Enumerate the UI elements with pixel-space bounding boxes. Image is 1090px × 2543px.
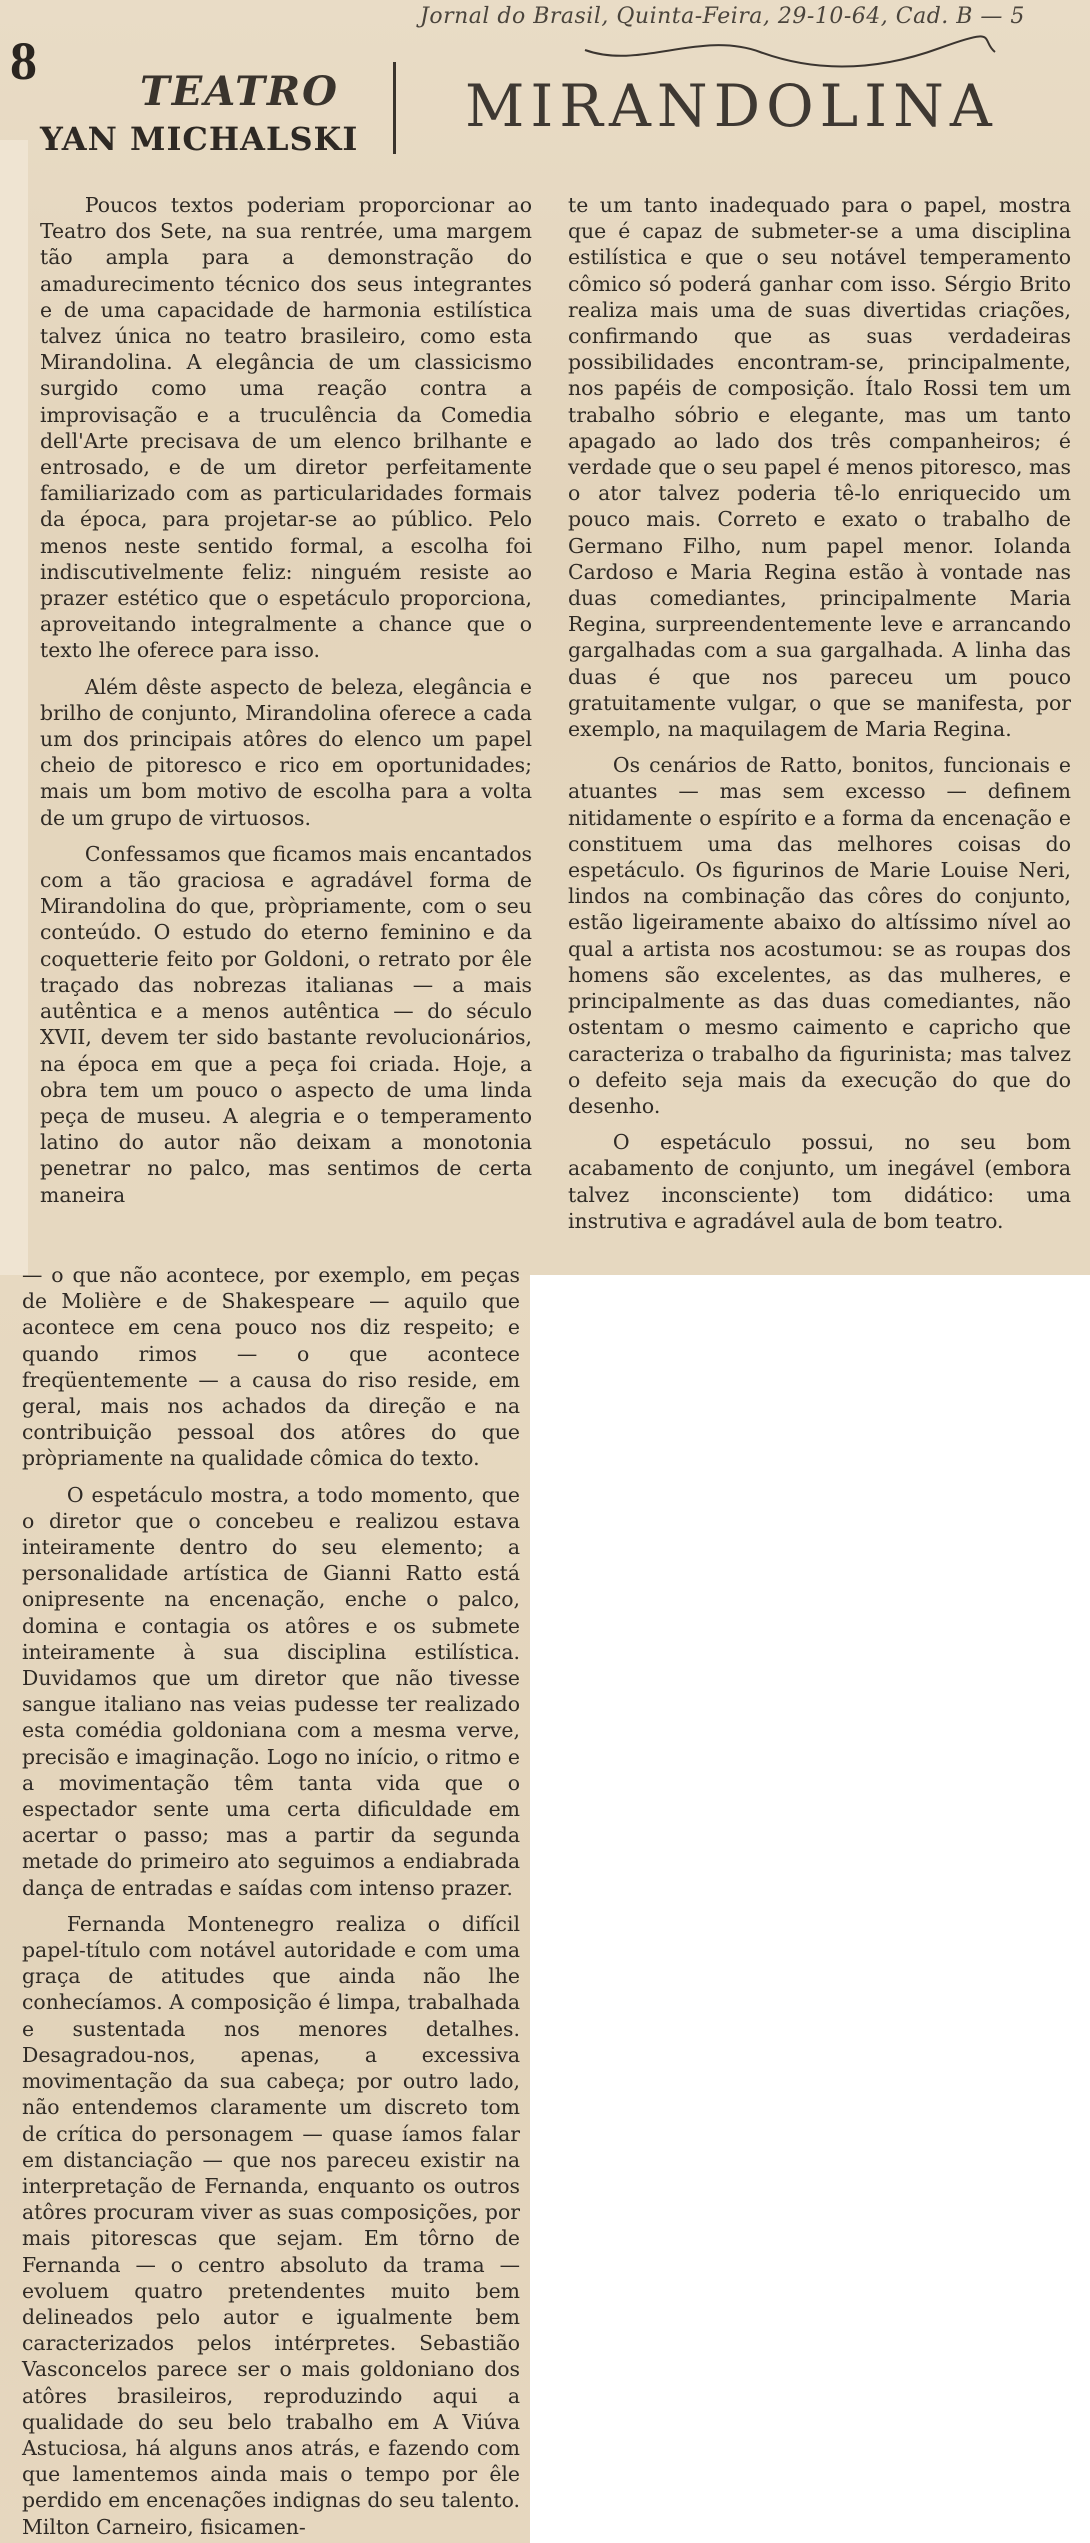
article-column-2 (568, 192, 1071, 1270)
paragraph: Além dêste aspecto de beleza, elegância e brilho de conjunto, Mirandolina oferece a cada um dos principais atôres do elenco um papel cheio de pitoresco e rico em oportunidades; mais um bom motivo de escolha para a volta de um grupo de virtuosos. (40, 674, 532, 830)
page-number: 8 (10, 31, 37, 91)
paragraph: O espetáculo mostra, a todo momento, que o diretor que o concebeu e realizou estava inteiramente dentro do seu elemento; a personalidade artística de Gianni Ratto está onipresente na encenação, enche o palco, domina e contagia os atôres e os submete inteiramente à sua disciplina estilística. Duvidamos que um diretor que não tivesse sangue italiano nas veias pudesse ter realizado esta comédia goldoniana com a mesma verve, precisão e imaginação. Logo no início, o ritmo e a movimentação têm tanta vida que o espectador sente uma certa dificuldade em acertar o passo; mas a partir da segunda metade do primeiro ato seguimos a endiabrada dança de entradas e saídas com intenso prazer. (22, 1482, 520, 1900)
paragraph: Poucos textos poderiam proporcionar ao Teatro dos Sete, na sua rentrée, uma margem tão ampla para a demonstração do amadurecimento técnico dos seus integrantes e de uma capacidade de harmonia estilística talvez única no teatro brasileiro, como esta Mirandolina. A elegância de um classicismo surgido como uma reação contra a improvisação e a truculência da Comedia dell'Arte precisava de um elenco brilhante e entrosado, e de um diretor perfeitamente familiarizado com as particularidades formais da época, para projetar-se ao público. Pelo menos neste sentido formal, a escolha foi indiscutivelmente feliz: ninguém resiste ao prazer estético que o espetáculo proporciona, aproveitando integralmente a chance que o texto lhe oferece para isso. (40, 193, 532, 663)
paragraph: Os cenários de Ratto, bonitos, funcionais e atuantes — mas sem excesso — definem nitidamente o espírito e a forma da encenação e constituem uma das melhores coisas do espetáculo. Os figurinos de Marie Louise Neri, lindos na combinação das côres do conjunto, estão ligeiramente abaixo do altíssimo nível ao qual a artista nos acostumou: se as roupas dos homens são excelentes, as das mulheres, e principalmente as das duas comediantes, não ostentam o mesmo caimento e capricho que caracteriza o trabalho da figurinista; mas talvez o defeito seja mais da execução do que do desenho. (568, 753, 1071, 1118)
newspaper-masthead: Jornal do Brasil, Quinta-Feira, 29-10-64, Cad. B — 5 (420, 4, 1025, 29)
paragraph: te um tanto inadequado para o papel, mostra que é capaz de submeter-se a uma disciplina estilística e que o seu notável temperamento cômico só poderá ganhar com isso. Sérgio Brito realiza mais uma de suas divertidas criações, confirmando que as suas verdadeiras possibilidades encontram-se, principalmente, nos papéis de composição. Ítalo Rossi tem um trabalho sóbrio e elegante, mas um tanto apagado ao lado dos três companheiros; é verdade que o seu papel é menos pitoresco, mas o ator talvez poderia tê-lo enriquecido um pouco mais. Correto e exato o trabalho de Germano Filho, num papel menor. Iolanda Cardoso e Maria Regina estão à vontade nas duas comediantes, principalmente Maria Regina, surpreendentemente leve e arrancando gargalhadas com a sua gargalhada. A linha das duas é que nos pareceu um pouco gratuitamente vulgar, o que se manifesta, por exemplo, na maquilagem de Maria Regina. (568, 193, 1071, 742)
paragraph: O espetáculo possui, no seu bom acabamento de conjunto, um inegável (embora talvez inconsciente) tom didático: uma instrutiva e agradável aula de bom teatro. (568, 1130, 1071, 1233)
article-column-1 (40, 192, 532, 1272)
paragraph: — o que não acontece, por exemplo, em peças de Molière e de Shakespeare — aquilo que acontece em cena pouco nos diz respeito; e quando rimos — o que acontece freqüentemente — a causa do riso reside, em geral, mais nos achados da direção e na contribuição pessoal dos atôres do que pròpriamente na qualidade cômica do texto. (22, 1263, 520, 1471)
author-byline: YAN MICHALSKI (40, 120, 359, 158)
paragraph: Confessamos que ficamos mais encantados com a tão graciosa e agradável forma de Mirandolina do que, pròpriamente, com o seu conteúdo. O estudo do eterno feminino e da coquetterie feito por Goldoni, o retrato por êle traçado das nobrezas italianas — a mais autêntica e a menos autêntica — do século XVII, devem ter sido bastante revolucionários, na época em que a peça foi criada. Hoje, a obra tem um pouco o aspecto de uma linda peça de museu. A alegria e o temperamento latino do autor não deixam a monotonia penetrar no palco, mas sentimos de certa maneira (40, 841, 532, 1207)
section-title: TEATRO (140, 68, 339, 115)
article-headline: MIRANDOLINA (465, 72, 998, 140)
header-divider (393, 62, 396, 154)
paper-margin (0, 140, 28, 1275)
article-column-3 (22, 1262, 520, 2542)
paragraph: Fernanda Montenegro realiza o difícil papel-título com notável autoridade e com uma graça de atitudes que ainda não lhe conhecíamos. A composição é limpa, trabalhada e sustentada nos menores detalhes. Desagradou-nos, apenas, a excessiva movimentação da sua cabeça; por outro lado, não entendemos claramente um discreto tom de crítica do personagem — quase íamos falar em distanciação — que nos pareceu existir na interpretação de Fernanda, enquanto os outros atôres procuram viver as suas composições, por mais pitorescas que sejam. Em tôrno de Fernanda — o centro absoluto da trama — evoluem quatro pretendentes muito bem delineados pelo autor e igualmente bem caracterizados pelos intérpretes. Sebastião Vasconcelos parece ser o mais goldoniano dos atôres brasileiros, reproduzindo aqui a qualidade do seu belo trabalho em A Viúva Astuciosa, há alguns anos atrás, e fazendo com que lamentemos ainda mais o tempo por êle perdido em encenações indignas do seu talento. Milton Carneiro, fisicamen- (22, 1911, 521, 2539)
hand-drawn-underline (580, 30, 1000, 70)
